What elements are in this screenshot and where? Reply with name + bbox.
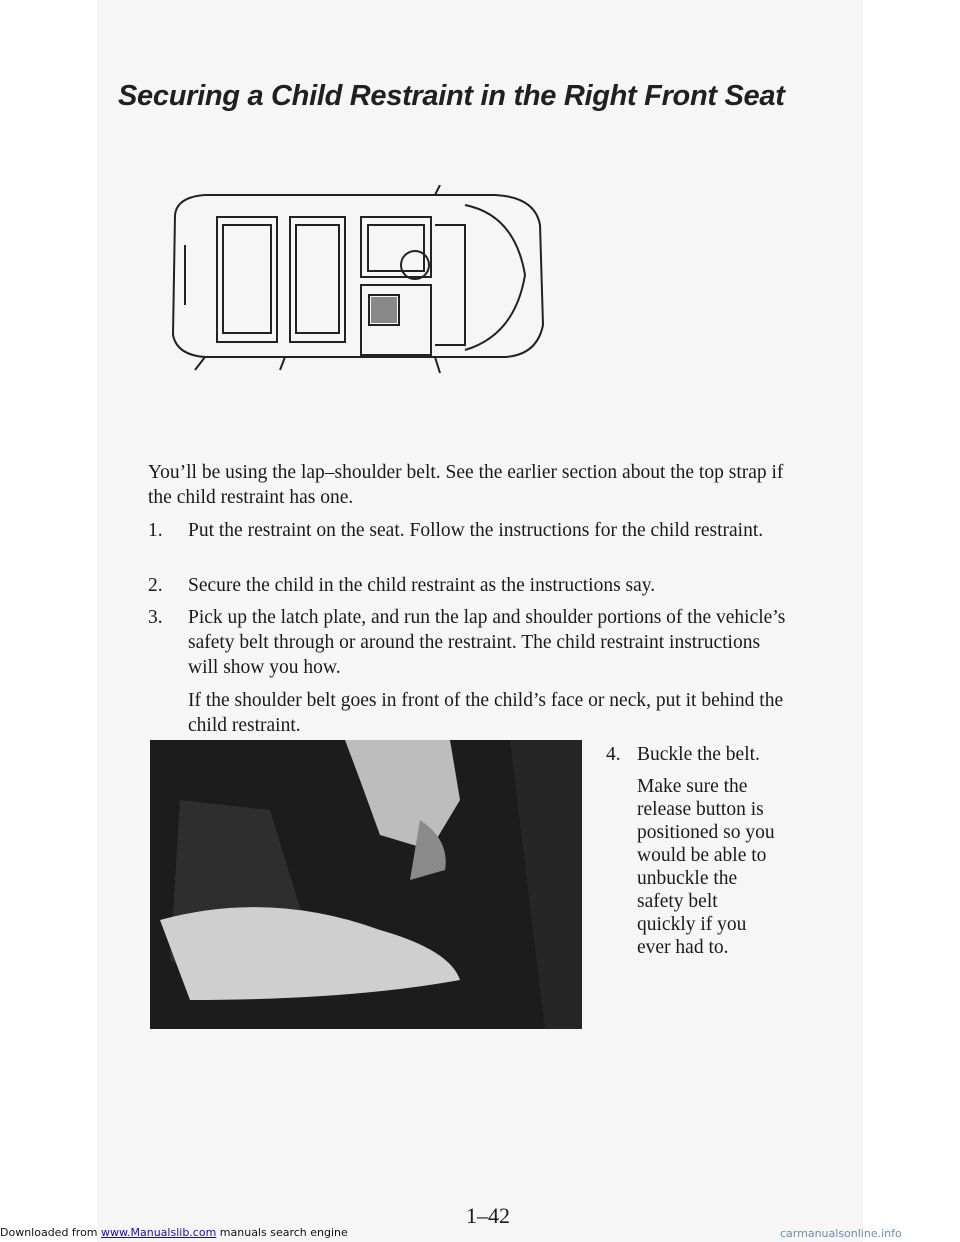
note-line: quickly if you: [637, 914, 747, 935]
note-line: positioned so you: [637, 822, 775, 843]
step-text: Secure the child in the child restraint as the instructions say.: [188, 575, 656, 596]
manualslib-link[interactable]: www.Manualslib.com: [101, 1226, 217, 1239]
step-text: Pick up the latch plate, and run the lap and shoulder portions of the vehicle’s safety belt through or around the restraint. The child restraint instructions will show you how.: [188, 607, 786, 678]
step-text: Buckle the belt.: [637, 744, 760, 765]
buckling-belt-photo: [150, 740, 582, 1029]
step-4-note: [606, 775, 786, 959]
watermark: carmanualsonline.info: [780, 1227, 902, 1240]
note-line: would be able to: [637, 845, 767, 866]
note-line: safety belt: [637, 891, 718, 912]
note-line: release button is: [637, 799, 764, 820]
vehicle-seating-diagram: [165, 185, 550, 375]
page-number: 1–42: [466, 1203, 510, 1228]
note-line: unbuckle the: [637, 868, 738, 889]
step-note: If the shoulder belt goes in front of the child’s face or neck, put it behind the child restraint.: [188, 690, 784, 736]
note-line: Make sure the: [637, 776, 748, 797]
step-number: 1.: [148, 520, 163, 541]
note-line: ever had to.: [637, 937, 729, 958]
step-number: 2.: [148, 575, 163, 596]
step-number: 3.: [148, 607, 163, 628]
section-title: Securing a Child Restraint in the Right Front Seat: [118, 80, 785, 112]
step-text: Put the restraint on the seat. Follow the instructions for the child restraint.: [188, 520, 764, 541]
download-banner: Downloaded from www.Manualslib.com manuals search engine: [0, 1226, 348, 1239]
step-number: 4.: [606, 744, 621, 765]
intro-paragraph: You’ll be using the lap–shoulder belt. See the earlier section about the top strap if the child restraint has one.: [148, 462, 784, 508]
